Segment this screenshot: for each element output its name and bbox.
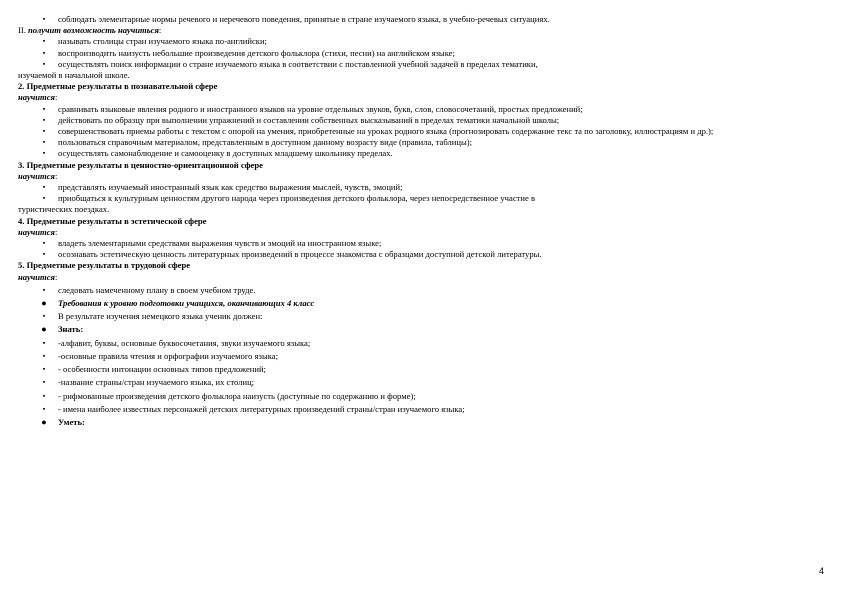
list-item bbox=[18, 298, 828, 309]
bullet-icon: ▪ bbox=[42, 194, 46, 203]
bullet-icon: ▪ bbox=[42, 15, 46, 23]
list-item: ▪ представлять изучаемый иностранный язык как средство выражения мыслей, чувств, эмоций; bbox=[18, 182, 828, 193]
list-item: ▪ совершенствовать приемы работы с текстом с опорой на умения, приобретенные на уроках родного языка (прогнозировать содержание текс та по заголовку, иллюстрациям и др.); bbox=[18, 126, 828, 137]
bullet-icon: ▪ bbox=[42, 404, 46, 413]
bullet-icon: ▪ bbox=[42, 378, 46, 387]
list-item: ▪ - имена наиболее известных персонажей детских литературных произведений страны/стран изучаемого языка; bbox=[18, 404, 828, 415]
list-item: ▪ -название страны/стран изучаемого языка, их столиц; bbox=[18, 377, 828, 388]
list-item bbox=[18, 417, 828, 428]
scope-label: научится bbox=[18, 226, 55, 237]
know-heading: Знать: bbox=[58, 324, 84, 335]
bullet-icon: ▪ bbox=[42, 365, 46, 374]
list-item: ▪ сравнивать языковые явления родного и иностранного языков на уровне отдельных звуков, букв, слов, словосочетаний, простых предложений; bbox=[18, 104, 828, 115]
section-heading-3: 3. Предметные результаты в ценностно-ориентационной сфере bbox=[18, 159, 263, 170]
list-item: ▪ соблюдать элементарные нормы речевого и неречевого поведения, принятые в стране изучаемого языка, в учебно-речевых ситуациях. bbox=[18, 14, 828, 25]
list-item: ▪ осуществлять самонаблюдение и самооценку в доступных младшему школьнику пределах. bbox=[18, 148, 828, 159]
bullet-dot-icon: ● bbox=[41, 324, 47, 335]
bullet-icon: ▪ bbox=[42, 104, 46, 113]
bullet-icon: ▪ bbox=[42, 138, 46, 147]
list-item: ▪ -алфавит, буквы, основные буквосочетания, звуки изучаемого языка; bbox=[18, 338, 828, 349]
bullet-icon: ▪ bbox=[42, 48, 46, 57]
scope-label: научится bbox=[18, 271, 55, 282]
bullet-icon: ▪ bbox=[42, 312, 46, 321]
bullet-icon: ▪ bbox=[42, 37, 46, 46]
list-item: ▪ осознавать эстетическую ценность литературных произведений в процессе знакомства с образцами доступной детской литературы. bbox=[18, 249, 828, 260]
list-item bbox=[18, 324, 828, 335]
bullet-dot-icon: ● bbox=[41, 416, 47, 427]
scope-label: научится bbox=[18, 92, 55, 103]
list-item: ▪ следовать намеченному плану в своем учебном труде. bbox=[18, 285, 828, 296]
bullet-icon: ▪ bbox=[42, 351, 46, 360]
list-item: ▪ пользоваться справочным материалом, представленным в доступном данному возрасту виде (правила, таблицы); bbox=[18, 137, 828, 148]
bullet-icon: ▪ bbox=[42, 115, 46, 124]
list-item: ▪ владеть элементарными средствами выражения чувств и эмоций на иностранном языке; bbox=[18, 238, 828, 249]
section-heading-2: 2. Предметные результаты в познавательной сфере bbox=[18, 81, 218, 92]
list-item: ▪ В результате изучения немецкого языка ученик должен: bbox=[18, 311, 828, 322]
bullet-icon: ▪ bbox=[42, 59, 46, 68]
bullet-dot-icon: ● bbox=[41, 298, 47, 309]
bullet-icon: ▪ bbox=[42, 250, 46, 259]
section-heading-4: 4. Предметные результаты в эстетической сфере bbox=[18, 215, 207, 226]
continuation-text: изучаемой в начальной школе. bbox=[18, 70, 130, 81]
can-heading: Уметь: bbox=[58, 416, 85, 427]
list-item: ▪ называть столицы стран изучаемого языка по-английски; bbox=[18, 36, 828, 47]
list-item: ▪ - рифмованные произведения детского фольклора наизусть (доступные по содержанию и форме); bbox=[18, 391, 828, 402]
bullet-icon: ▪ bbox=[42, 127, 46, 136]
list-item: ▪ -основные правила чтения и орфографии изучаемого языка; bbox=[18, 351, 828, 362]
section-heading-5: 5. Предметные результаты в трудовой сфере bbox=[18, 260, 191, 271]
bullet-icon: ▪ bbox=[42, 149, 46, 158]
list-item: ▪ осуществлять поиск информации о стране изучаемого языка в соответствии с поставленной учебной задачей в пределах тематики, bbox=[18, 59, 828, 70]
section-heading-ii: II. получит возможность научиться: bbox=[18, 25, 162, 36]
bullet-icon: ▪ bbox=[42, 338, 46, 347]
document-page: ▪ соблюдать элементарные нормы речевого и неречевого поведения, принятые в стране изучаемого языка, в учебно-речевых ситуациях. II. получит возможность научиться: ▪ называть столицы стран изучаемого языка по-английски; ▪ воспроизводить наизусть небольшие произведения детского фольклора (стихи, песни) на английском языке; ▪ осуществлять поиск информации о стране изучаемого языка в соответствии с поставленной учебной задачей в пределах тематики, изучаемой в начальной школе. 2. Предметные результаты в познавательной сфере научится: ▪ сравнивать языковые явления родного и иностранного языков на уровне отдельных звуков, букв, слов, словосочетаний, простых предложений; ▪ действовать по образцу при выполнении упражнений и составлении собственных высказываний в пределах тематики начальной школы; ▪ совершенствовать приемы работы с текстом с опорой на умения, приобретенные на уроках родного языка (прогнозировать содержание текс та по заголовку, иллюстрациям и др.); ▪ пользоваться справочным материалом, представленным в доступном данному возрасту виде (правила, таблицы); ▪ осуществлять самонаблюдение и самооценку в доступных младшему школьнику пределах. 3. Предметные результаты в ценностно-ориентационной сфере научится: ▪ представлять изучаемый иностранный язык как средство выражения мыслей, чувств, эмоций; ▪ приобщаться к культурным ценностям другого народа через произведения детского фольклора, через непосредственное участие в туристических поездках. 4. Предметные результаты в эстетической сфере научится: ▪ владеть элементарными средствами выражения чувств и эмоций на иностранном языке; ▪ осознавать эстетическую ценность литературных произведений в процессе знакомства с образцами доступной детской литературы. 5. Предметные результаты в трудовой сфере научится: ▪ следовать намеченному плану в своем учебном труде. ● Требования к уровню подготовки учащихся, оканчивающих 4 класс ▪ В результате изучения немецкого языка ученик должен: ● Знать: ▪ -алфавит, буквы, основные буквосочетания, звуки изучаемого языка; ▪ -основные правила чтения и орфографии изучаемого языка; ▪ - особенности интонации основных типов предложений; ▪ -название страны/стран изучаемого языка, их столиц; ▪ - рифмованные произведения детского фольклора наизусть (доступные по содержанию и форме); ▪ - имена наиболее известных персонажей детских литературных произведений страны/стран изучаемого языка; ● Уметь: bbox=[18, 14, 828, 428]
requirements-heading: Требования к уровню подготовки учащихся, оканчивающих 4 класс bbox=[58, 298, 315, 309]
list-item: ▪ - особенности интонации основных типов предложений; bbox=[18, 364, 828, 375]
bullet-icon: ▪ bbox=[42, 183, 46, 192]
page-number: 4 bbox=[818, 566, 824, 576]
bullet-icon: ▪ bbox=[42, 239, 46, 248]
bullet-icon: ▪ bbox=[42, 391, 46, 400]
list-item: ▪ приобщаться к культурным ценностям другого народа через произведения детского фольклора, через непосредственное участие в bbox=[18, 193, 828, 204]
list-item: ▪ действовать по образцу при выполнении упражнений и составлении собственных высказываний в пределах тематики начальной школы; bbox=[18, 115, 828, 126]
bullet-icon: ▪ bbox=[42, 285, 46, 294]
scope-label: научится bbox=[18, 170, 55, 181]
list-item: ▪ воспроизводить наизусть небольшие произведения детского фольклора (стихи, песни) на английском языке; bbox=[18, 48, 828, 59]
continuation-text: туристических поездках. bbox=[18, 204, 110, 215]
